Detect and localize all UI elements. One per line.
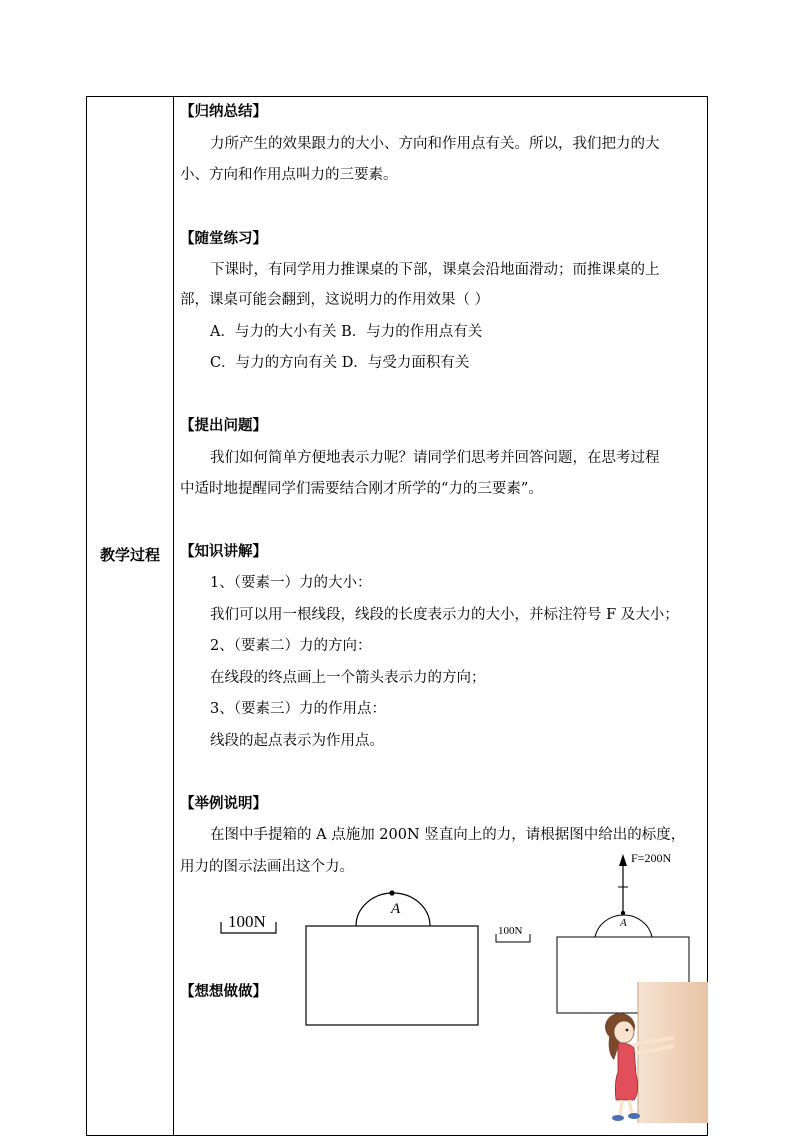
practice-heading: 【随堂练习】 [180,231,267,247]
left-point-a-label: A [391,901,401,917]
practice-options-ab: A．与力的大小有关 B．与力的作用点有关 [210,324,483,340]
knowledge-item-1-desc: 我们可以用一根线段，线段的长度表示力的大小，并标注符号 F 及大小； [210,607,679,623]
right-scale-label: 100N [498,925,523,937]
example-text-1: 在图中手提箱的 A 点施加 200N 竖直向上的力，请根据图中给出的标度， [210,827,686,843]
knowledge-item-3-desc: 线段的起点表示为作用点。 [210,733,384,749]
knowledge-item-1: 1、（要素一）力的大小： [210,575,372,591]
girl-dress [615,1044,637,1101]
left-suitcase-diagram [221,890,478,1025]
force-label: F=200N [631,851,672,865]
girl-eye [626,1029,629,1032]
girl-leg-right [629,1100,632,1114]
row-label: 教学过程 [99,546,160,564]
left-scale-label: 100N [228,912,266,931]
knowledge-item-2: 2、（要素二）力的方向： [210,638,372,654]
think-heading: 【想想做做】 [180,984,267,1000]
knowledge-item-3: 3、（要素三）力的作用点： [210,701,386,717]
question-text-1: 我们如何简单方便地表示力呢？请同学们思考并回答问题，在思考过程 [210,450,660,466]
question-text-2: 中适时地提醒同学们需要结合刚才所学的“力的三要素”。 [180,481,543,497]
knowledge-heading: 【知识讲解】 [180,544,267,560]
left-point-a [389,890,394,895]
summary-text-1: 力所产生的效果跟力的大小、方向和作用点有关。所以，我们把力的大 [210,136,660,152]
practice-options-cd: C．与力的方向有关 D．与受力面积有关 [210,355,470,371]
left-suitcase-box [306,926,478,1025]
practice-text-2: 部，课桌可能会翻到，这说明力的作用效果（ ） [180,292,490,308]
practice-text-1: 下课时，有同学用力推课桌的下部，课桌会沿地面滑动；而推课桌的上 [210,262,660,278]
question-heading: 【提出问题】 [180,418,267,434]
summary-text-2: 小、方向和作用点叫力的三要素。 [180,167,398,183]
girl-leg-left [620,1100,622,1116]
right-point-a [621,911,625,915]
girl-shoe-right [628,1113,640,1119]
girl-shoe-left [612,1115,624,1121]
force-arrow-head [619,854,627,866]
summary-heading: 【归纳总结】 [180,104,267,120]
example-heading: 【举例说明】 [180,796,267,812]
right-point-a-label: A [620,917,627,929]
girl-pushing-wall-illustration [596,982,708,1123]
knowledge-item-2-desc: 在线段的终点画上一个箭头表示力的方向； [210,670,486,686]
girl-face [614,1021,634,1043]
example-text-2: 用力的图示法画出这个力。 [180,859,354,875]
